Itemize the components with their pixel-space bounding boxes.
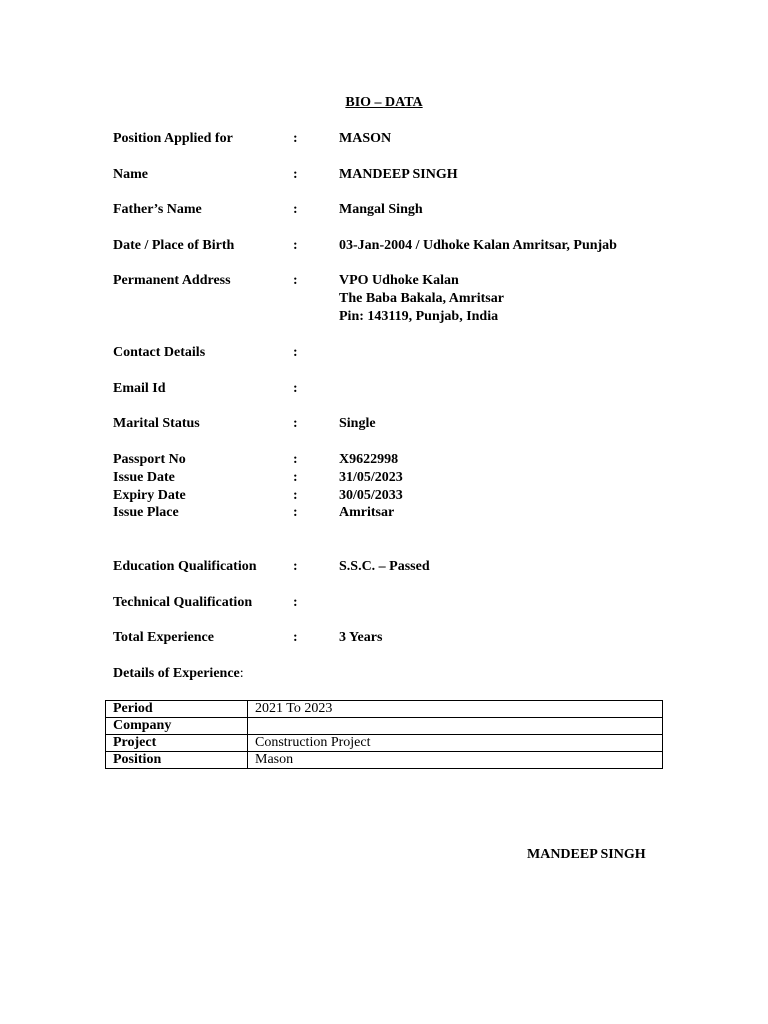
field-label: Marital Status <box>113 416 200 431</box>
field-separator: : <box>293 470 298 485</box>
experience-table <box>105 700 663 769</box>
field-value <box>339 629 382 647</box>
field-value-line: S.S.C. – Passed <box>339 559 430 574</box>
field-label: Father’s Name <box>113 202 202 217</box>
table-cell-value: Mason <box>248 752 663 769</box>
field-value-line: 31/05/2023 <box>339 470 403 485</box>
table-cell-value: Construction Project <box>248 735 663 752</box>
table-cell-value <box>248 718 663 735</box>
field-value <box>339 166 458 184</box>
table-row <box>106 718 663 735</box>
field-separator: : <box>293 559 298 574</box>
signature-name: MANDEEP SINGH <box>527 847 646 862</box>
field-label: Email Id <box>113 381 166 396</box>
field-separator: : <box>293 452 298 467</box>
field-separator: : <box>293 595 298 610</box>
field-value <box>339 558 430 576</box>
field-value <box>339 415 376 433</box>
field-label: Education Qualification <box>113 559 257 574</box>
field-value-line: Mangal Singh <box>339 202 423 217</box>
field-separator: : <box>293 202 298 217</box>
experience-heading <box>113 665 244 683</box>
field-separator: : <box>293 381 298 396</box>
field-value <box>339 272 504 326</box>
field-separator: : <box>293 505 298 520</box>
field-value-line: 30/05/2033 <box>339 488 403 503</box>
field-separator: : <box>293 167 298 182</box>
field-separator: : <box>293 238 298 253</box>
field-value <box>339 451 398 469</box>
field-value-line: The Baba Bakala, Amritsar <box>339 291 504 306</box>
field-label: Position Applied for <box>113 131 233 146</box>
field-value-line: X9622998 <box>339 452 399 467</box>
field-label: Issue Date <box>113 470 175 485</box>
field-value-line: MASON <box>339 131 392 146</box>
table-row <box>106 735 663 752</box>
field-label: Issue Place <box>113 505 179 520</box>
table-cell-value: 2021 To 2023 <box>248 701 663 718</box>
table-cell-key: Company <box>106 718 248 735</box>
field-value-line: 3 Years <box>339 630 383 645</box>
field-value <box>339 237 617 255</box>
field-value <box>339 487 403 505</box>
field-separator: : <box>293 416 298 431</box>
field-label: Expiry Date <box>113 488 186 503</box>
document-title: BIO – DATA <box>345 95 423 110</box>
field-label: Permanent Address <box>113 273 231 288</box>
field-label: Name <box>113 167 148 182</box>
field-value <box>339 469 403 487</box>
field-separator: : <box>293 488 298 503</box>
field-value <box>339 201 423 219</box>
field-value-line: 03-Jan-2004 / Udhoke Kalan Amritsar, Punjab <box>339 238 617 253</box>
field-value-line: Single <box>339 416 376 431</box>
table-cell-key: Period <box>106 701 248 718</box>
field-separator: : <box>293 345 298 360</box>
field-value-line: Pin: 143119, Punjab, India <box>339 309 499 324</box>
experience-heading-colon: : <box>239 666 244 681</box>
field-label: Total Experience <box>113 630 214 645</box>
field-label: Passport No <box>113 452 186 467</box>
table-row <box>106 701 663 718</box>
field-value-line: VPO Udhoke Kalan <box>339 273 459 288</box>
field-label: Date / Place of Birth <box>113 238 235 253</box>
field-value-line: Amritsar <box>339 505 395 520</box>
table-cell-key: Project <box>106 735 248 752</box>
experience-heading-text: Details of Experience <box>113 666 240 681</box>
field-separator: : <box>293 273 298 288</box>
field-value-line: MANDEEP SINGH <box>339 167 458 182</box>
field-label: Technical Qualification <box>113 595 253 610</box>
field-separator: : <box>293 131 298 146</box>
table-cell-key: Position <box>106 752 248 769</box>
field-value <box>339 504 394 522</box>
field-label: Contact Details <box>113 345 206 360</box>
field-value <box>339 130 391 148</box>
table-row <box>106 752 663 769</box>
field-separator: : <box>293 630 298 645</box>
